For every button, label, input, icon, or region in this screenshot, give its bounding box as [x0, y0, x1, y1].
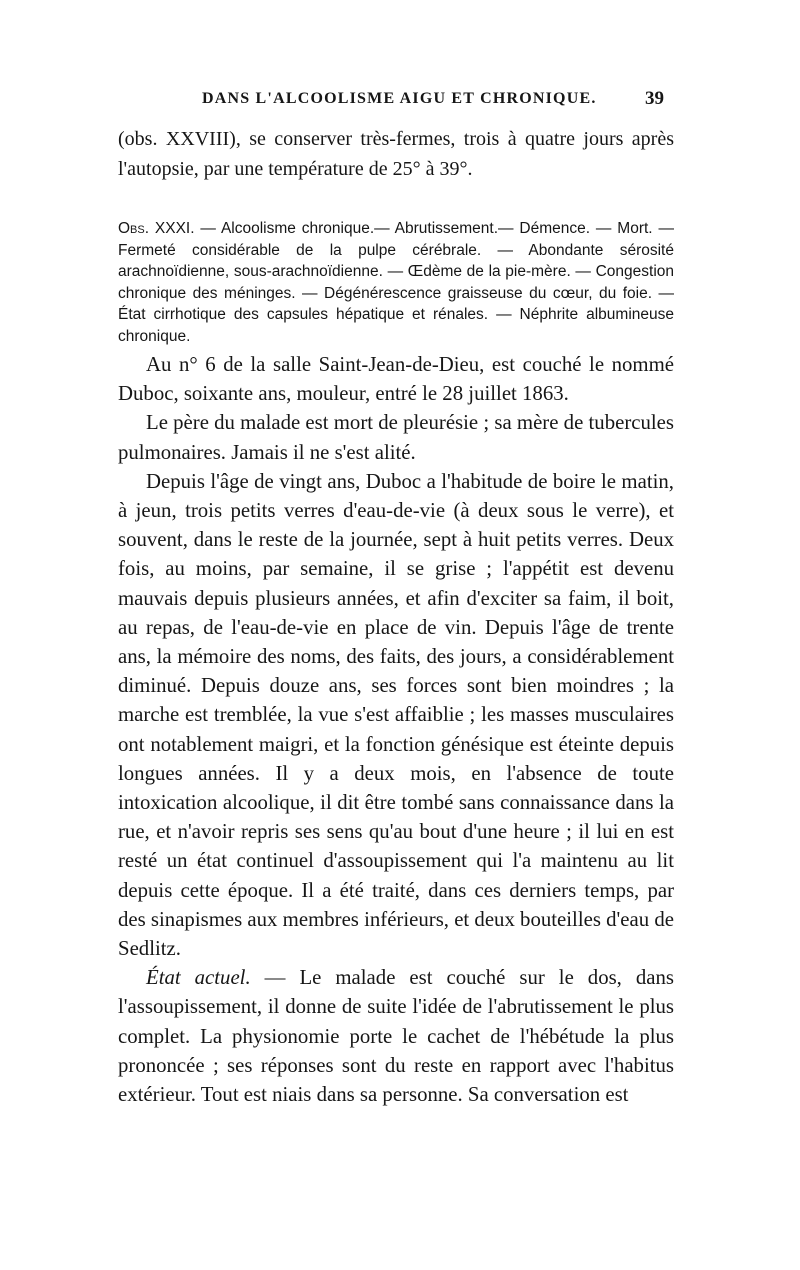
- observation-body: [118, 350, 674, 1109]
- continued-paragraph: (obs. XXVIII), se conserver très-fermes, trois à quatre jours après l'autopsie, par une température de 25° à 39°.: [118, 128, 674, 180]
- running-head: [160, 90, 670, 120]
- page-number: 39: [645, 88, 664, 109]
- current-state-label: État actuel.: [146, 966, 251, 990]
- observation-label: Obs. XXXI.: [118, 220, 195, 237]
- paragraph-admission: Au n° 6 de la salle Saint-Jean-de-Dieu, est couché le nommé Duboc, soixante ans, mouleur, entré le 28 juillet 1863.: [118, 353, 674, 406]
- paragraph-current-state: [118, 963, 674, 1109]
- current-state-text: — Le malade est couché sur le dos, dans l'assoupissement, il donne de suite l'idée de l'abrutissement le plus complet. La physionomie porte le cachet de l'hébétude la plus prononcée ; ses réponses sont du reste en rapport avec l'habitus extérieur. Tout est niais dans sa personne. Sa conversation est: [118, 966, 674, 1107]
- observation-summary-text: — Alcoolisme chronique.— Abrutissement.— Démence. — Mort. — Fermeté considérable de la pulpe cérébrale. — Abondante sérosité arachnoïdienne, sous-arachnoïdienne. — Œdème de la pie-mère. — Congestion chronique des méninges. — Dégénérescence graisseuse du cœur, du foie. — État cirrhotique des capsules hépatique et rénales. — Néphrite albumineuse chronique.: [118, 220, 674, 345]
- paragraph-family-history: Le père du malade est mort de pleurésie ; sa mère de tubercules pulmonaires. Jamais il ne s'est alité.: [118, 411, 674, 464]
- running-title: DANS L'ALCOOLISME AIGU ET CHRONIQUE.: [202, 90, 597, 107]
- paragraph-drinking-history: Depuis l'âge de vingt ans, Duboc a l'habitude de boire le matin, à jeun, trois petits verres d'eau-de-vie (à deux sous le verre), et souvent, dans le reste de la journée, sept à huit petits verres. Deux fois, au moins, par semaine, il se grise ; l'appétit est devenu mauvais depuis plusieurs années, et afin d'exciter sa faim, il boit, au repas, de l'eau-de-vie en place de vin. Depuis l'âge de trente ans, la mémoire des noms, des faits, des jours, a considérablement diminué. Depuis douze ans, ses forces sont bien moindres ; la marche est tremblée, la vue s'est affaiblie ; les masses musculaires ont notablement maigri, et la fonction génésique est éteinte depuis longues années. Il y a deux mois, en l'absence de toute intoxication alcoolique, il dit être tombé sans connaissance dans la rue, et n'avoir repris ses sens qu'au bout d'une heure ; il lui en est resté un état continuel d'assoupissement qui l'a maintenu au lit depuis cette époque. Il a été traité, dans ces derniers temps, par des sinapismes aux membres inférieurs, et deux bouteilles d'eau de Sedlitz.: [118, 469, 674, 961]
- observation-summary: [118, 218, 674, 347]
